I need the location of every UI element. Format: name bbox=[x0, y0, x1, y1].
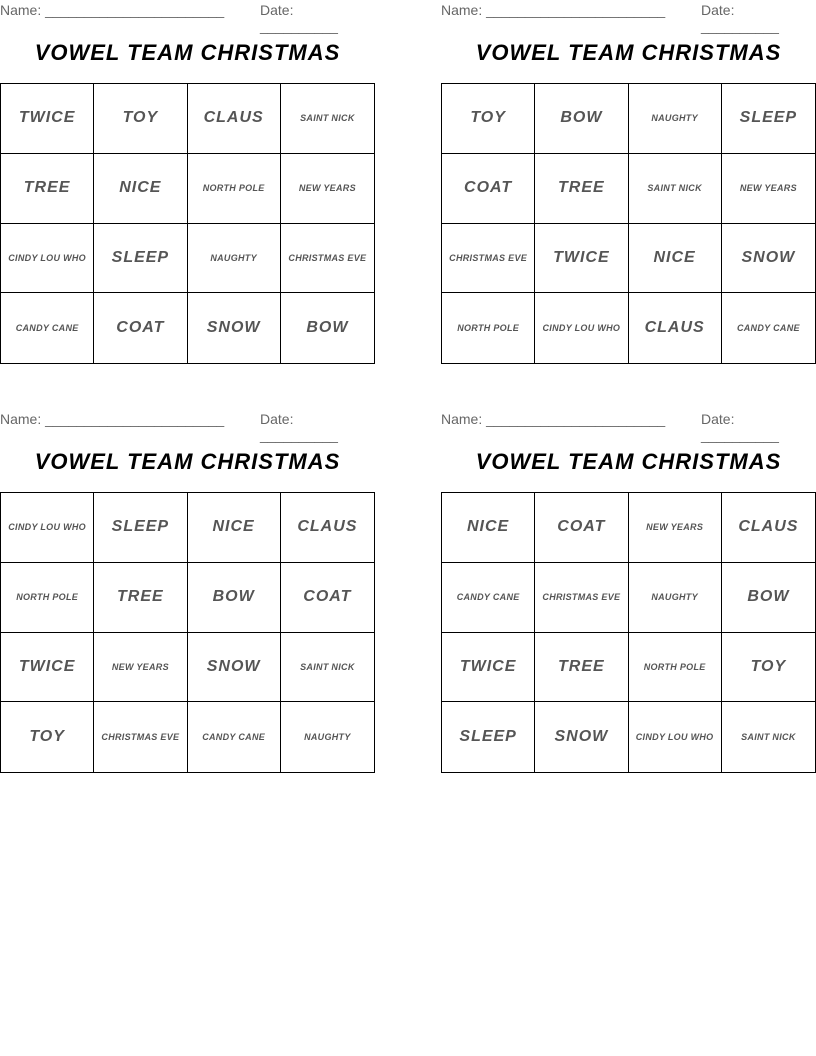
bingo-cell[interactable]: CANDY CANE bbox=[188, 702, 281, 772]
card-header bbox=[0, 2, 375, 34]
card-title: VOWEL TEAM CHRISTMAS bbox=[34, 40, 341, 65]
bingo-cell[interactable]: BOW bbox=[306, 319, 349, 337]
bingo-cell[interactable]: NEW YEARS bbox=[722, 154, 815, 224]
bingo-cell[interactable]: NORTH POLE bbox=[1, 563, 94, 633]
bingo-cell[interactable]: TOY bbox=[722, 633, 815, 703]
bingo-grid bbox=[441, 492, 816, 773]
bingo-cell[interactable]: TREE bbox=[1, 154, 94, 224]
bingo-cell[interactable]: TREE bbox=[535, 633, 628, 703]
bingo-cell[interactable]: TOY bbox=[442, 84, 535, 154]
bingo-cell[interactable]: SLEEP bbox=[94, 493, 187, 563]
bingo-cell[interactable]: NAUGHTY bbox=[629, 84, 722, 154]
bingo-grid bbox=[0, 83, 375, 364]
bingo-cell[interactable]: SLEEP bbox=[722, 84, 815, 154]
bingo-cell[interactable]: CANDY CANE bbox=[442, 563, 535, 633]
bingo-cell[interactable]: NORTH POLE bbox=[188, 154, 281, 224]
bingo-cell[interactable]: NICE bbox=[629, 224, 722, 294]
card-title: VOWEL TEAM CHRISTMAS bbox=[34, 449, 341, 474]
bingo-cell[interactable]: TREE bbox=[535, 154, 628, 224]
bingo-cell[interactable]: SAINT NICK bbox=[281, 84, 374, 154]
bingo-cell[interactable]: NORTH POLE bbox=[442, 293, 535, 363]
card-header bbox=[441, 2, 816, 34]
bingo-cell[interactable]: NAUGHTY bbox=[304, 732, 351, 743]
bingo-cell[interactable]: SLEEP bbox=[94, 224, 187, 294]
bingo-cell[interactable]: SNOW bbox=[722, 224, 815, 294]
name-field[interactable]: Name: _______________________ bbox=[0, 411, 225, 427]
bingo-cell[interactable]: CANDY CANE bbox=[736, 323, 800, 334]
bingo-cell[interactable]: CINDY LOU WHO bbox=[535, 293, 628, 363]
bingo-cell[interactable]: CINDY LOU WHO bbox=[1, 493, 94, 563]
bingo-cell[interactable]: NICE bbox=[188, 493, 281, 563]
bingo-cell[interactable]: COAT bbox=[281, 563, 374, 633]
name-field[interactable]: Name: _______________________ bbox=[441, 2, 666, 18]
card-title: VOWEL TEAM CHRISTMAS bbox=[475, 40, 782, 65]
bingo-cell[interactable]: CINDY LOU WHO bbox=[1, 224, 94, 294]
bingo-cell[interactable]: CHRISTMAS EVE bbox=[94, 702, 187, 772]
bingo-cell[interactable]: BOW bbox=[722, 563, 815, 633]
bingo-cell[interactable]: BOW bbox=[535, 84, 628, 154]
bingo-cell[interactable]: SLEEP bbox=[442, 702, 535, 772]
bingo-cell[interactable]: BOW bbox=[188, 563, 281, 633]
bingo-cell[interactable]: CHRISTMAS EVE bbox=[281, 224, 374, 294]
bingo-cell[interactable]: NEW YEARS bbox=[281, 154, 374, 224]
bingo-cell[interactable]: TWICE bbox=[1, 633, 94, 703]
bingo-cell[interactable]: CLAUS bbox=[188, 84, 281, 154]
date-field[interactable]: Date: __________ bbox=[260, 411, 338, 443]
bingo-cell[interactable]: CLAUS bbox=[722, 493, 815, 563]
bingo-cell[interactable]: TOY bbox=[94, 84, 187, 154]
bingo-cell[interactable]: NEW YEARS bbox=[629, 493, 722, 563]
bingo-grid bbox=[441, 83, 816, 364]
bingo-cell[interactable]: NAUGHTY bbox=[188, 224, 281, 294]
date-field[interactable]: Date: __________ bbox=[701, 411, 779, 443]
bingo-grid bbox=[0, 492, 375, 773]
date-field[interactable]: Date: __________ bbox=[260, 2, 338, 34]
bingo-cell[interactable]: TWICE bbox=[442, 633, 535, 703]
bingo-cell[interactable]: SNOW bbox=[535, 702, 628, 772]
card-title: VOWEL TEAM CHRISTMAS bbox=[475, 449, 782, 474]
name-field[interactable]: Name: _______________________ bbox=[441, 411, 666, 427]
bingo-cell[interactable]: SAINT NICK bbox=[281, 633, 374, 703]
bingo-cell[interactable]: NICE bbox=[442, 493, 535, 563]
name-field[interactable]: Name: _______________________ bbox=[0, 2, 225, 18]
bingo-cell[interactable]: CHRISTMAS EVE bbox=[535, 563, 628, 633]
bingo-cell[interactable]: SNOW bbox=[188, 633, 281, 703]
bingo-cell[interactable]: TWICE bbox=[535, 224, 628, 294]
bingo-cell[interactable]: SAINT NICK bbox=[629, 154, 722, 224]
bingo-cell[interactable]: CINDY LOU WHO bbox=[629, 702, 722, 772]
bingo-cell[interactable]: NEW YEARS bbox=[94, 633, 187, 703]
card-header bbox=[441, 411, 816, 443]
bingo-cell[interactable]: TREE bbox=[94, 563, 187, 633]
bingo-cell[interactable]: COAT bbox=[442, 154, 535, 224]
bingo-cell[interactable]: COAT bbox=[535, 493, 628, 563]
bingo-cell[interactable]: CHRISTMAS EVE bbox=[442, 224, 535, 294]
bingo-cell[interactable]: TOY bbox=[1, 702, 94, 772]
bingo-cell[interactable]: NICE bbox=[94, 154, 187, 224]
bingo-cell[interactable]: CLAUS bbox=[281, 493, 374, 563]
date-field[interactable]: Date: __________ bbox=[701, 2, 779, 34]
bingo-cell[interactable]: COAT bbox=[94, 293, 187, 363]
bingo-cell[interactable]: NAUGHTY bbox=[629, 563, 722, 633]
bingo-cell[interactable]: CANDY CANE bbox=[1, 293, 94, 363]
bingo-cell[interactable]: TWICE bbox=[1, 84, 94, 154]
bingo-cell[interactable]: SNOW bbox=[188, 293, 281, 363]
bingo-cell[interactable]: NORTH POLE bbox=[629, 633, 722, 703]
bingo-cell[interactable]: SAINT NICK bbox=[741, 732, 796, 743]
bingo-cell[interactable]: CLAUS bbox=[629, 293, 722, 363]
card-header bbox=[0, 411, 375, 443]
